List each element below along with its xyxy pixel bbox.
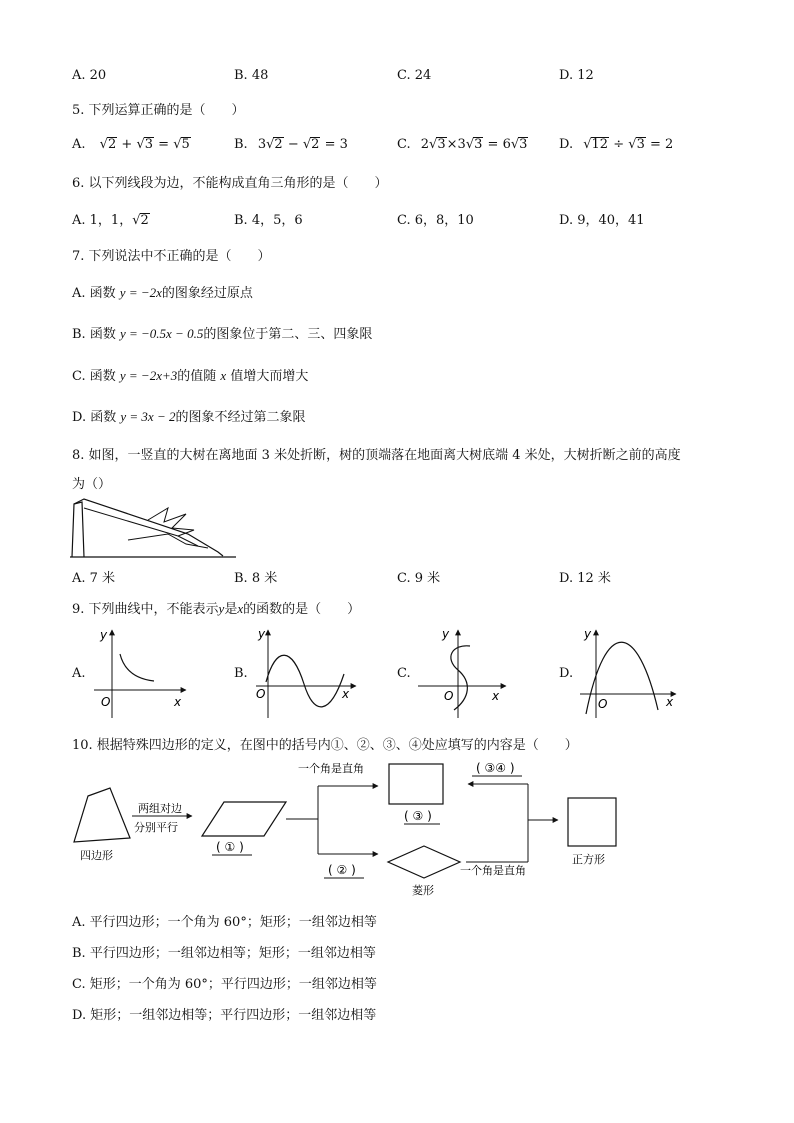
rectangle-shape [389, 764, 443, 804]
q6-option-b[interactable]: B. 4，5，6 [234, 213, 303, 228]
option-letter: C. [397, 137, 411, 152]
coefficient: 6 [502, 137, 511, 152]
option-prefix: A. 函数 [72, 286, 116, 301]
x-axis-label: x [492, 689, 500, 703]
option-text: 值增大而增大 [230, 369, 309, 384]
x-axis-label: x [666, 695, 674, 709]
q8-option-c[interactable]: C. 9 米 [397, 571, 441, 586]
curve-b [266, 655, 344, 707]
arrow-label-top: 两组对边 [138, 802, 182, 815]
parallelogram-shape [202, 802, 286, 836]
radicand: 3 [636, 137, 645, 152]
equation: y = −0.5x − 0.5 [119, 326, 204, 341]
q6-option-a[interactable]: A. 1，1，√2 [72, 213, 149, 228]
q4-option-c[interactable]: C. 24 [397, 68, 432, 83]
result: 2 [665, 137, 674, 152]
q9-option-b-label[interactable]: B. [234, 666, 248, 681]
q5-option-a[interactable]: A. √2 + √3 = √5 [72, 137, 190, 152]
operator: = [487, 137, 499, 152]
tree-trunk [72, 502, 84, 557]
q6-option-d[interactable]: D. 9，40，41 [559, 213, 645, 228]
equation: y = −2x [119, 285, 162, 300]
right-angle-label-bottom: 一个角是直角 [460, 864, 526, 877]
radicand: 3 [437, 137, 446, 152]
coefficient: 3 [457, 137, 466, 152]
option-text: 的图象不经过第二象限 [175, 410, 306, 425]
origin-label: O [598, 697, 608, 711]
q7-option-c[interactable] [72, 365, 308, 384]
q9-graph-a[interactable] [90, 624, 190, 720]
q8-option-b[interactable]: B. 8 米 [234, 571, 278, 586]
curve-d [586, 642, 658, 714]
quadrilateral-label: 四边形 [80, 849, 113, 862]
q10-option-a[interactable]: A. 平行四边形；一个角为 60°；矩形；一组邻边相等 [72, 915, 377, 930]
radicand: 12 [591, 137, 609, 152]
q5-option-d[interactable]: D. √12 ÷ √3 = 2 [559, 137, 674, 152]
fallen-trunk-edge [84, 508, 198, 546]
q8-option-a[interactable]: A. 7 米 [72, 571, 116, 586]
q7-option-b[interactable] [72, 323, 372, 342]
quadrilateral-shape [74, 788, 130, 842]
variable-y: y [218, 601, 225, 616]
q9-graph-b[interactable] [252, 624, 362, 720]
result: 3 [339, 137, 348, 152]
branch-lower [128, 534, 208, 548]
origin-label: O [101, 695, 111, 709]
option-letter: A. [72, 137, 86, 152]
y-axis-label: y [258, 627, 266, 641]
operator: × [446, 137, 458, 152]
radicand: 3 [474, 137, 483, 152]
q7-stem: 7. 下列说法中不正确的是（ ） [72, 249, 271, 264]
q9-option-d-label[interactable]: D. [559, 666, 574, 681]
operator: + [121, 137, 133, 152]
variable-x: x [237, 601, 244, 616]
radicand: 3 [519, 137, 528, 152]
stem-text: 的函数的是（ ） [243, 602, 361, 617]
q6-option-c[interactable]: C. 6，8，10 [397, 213, 474, 228]
q9-graph-c[interactable] [414, 624, 514, 720]
operator: = [649, 137, 661, 152]
q7-option-d[interactable] [72, 406, 305, 425]
stem-text: 是 [224, 602, 238, 617]
stem-text: 9. 下列曲线中，不能表示 [72, 602, 219, 617]
q9-graph-d[interactable] [576, 624, 680, 720]
rhombus-shape [388, 846, 460, 878]
q4-option-b[interactable]: B. 48 [234, 68, 269, 83]
q6-stem: 6. 以下列线段为边，不能构成直角三角形的是（ ） [72, 176, 388, 191]
equation: y = −2x+3 [119, 368, 178, 383]
right-angle-label-top: 一个角是直角 [298, 762, 364, 775]
curve-a [120, 654, 154, 681]
q5-option-c[interactable]: C. 2√3×3√3 = 6√3 [397, 137, 528, 152]
q7-option-a[interactable] [72, 282, 253, 301]
q4-option-d[interactable]: D. 12 [559, 68, 594, 83]
option-text: A. 1，1， [72, 213, 133, 228]
y-axis-label: y [100, 628, 108, 642]
operator: − [287, 137, 299, 152]
q9-option-a-label[interactable]: A. [72, 666, 86, 681]
q10-stem: 10. 根据特殊四边形的定义，在图中的括号内①、②、③、④处应填写的内容是（ ） [72, 738, 578, 753]
coefficient: 3 [257, 137, 267, 152]
operator: = [324, 137, 336, 152]
tree-diagram [68, 494, 240, 562]
option-text: 的图象经过原点 [161, 286, 253, 301]
q4-option-a[interactable]: A. 20 [72, 68, 107, 83]
origin-label: O [256, 687, 266, 701]
q8-stem-line2: 为（） [72, 477, 112, 492]
blank-1: ( ① ) [216, 840, 244, 854]
radicand: 3 [144, 137, 154, 152]
q9-option-c-label[interactable]: C. [397, 666, 411, 681]
q10-option-b[interactable]: B. 平行四边形；一组邻边相等；矩形；一组邻边相等 [72, 946, 376, 961]
quadrilateral-flowchart [68, 758, 628, 900]
option-letter: B. [234, 137, 248, 152]
option-letter: D. [559, 137, 574, 152]
radicand: 2 [311, 137, 320, 152]
coefficient: 2 [420, 137, 430, 152]
radicand: 2 [107, 137, 117, 152]
option-prefix: B. 函数 [72, 327, 116, 342]
arrow-label-bottom: 分别平行 [134, 821, 178, 834]
blank-34: ( ③④ ) [476, 761, 515, 775]
variable: x [220, 368, 227, 383]
rhombus-label: 菱形 [412, 884, 434, 897]
square-label: 正方形 [572, 853, 605, 866]
option-prefix: D. 函数 [72, 410, 117, 425]
blank-2: ( ② ) [328, 863, 356, 877]
option-text: 的值随 [177, 369, 217, 384]
q8-option-d[interactable]: D. 12 米 [559, 571, 611, 586]
square-shape [568, 798, 616, 846]
option-text: 的图象位于第二、三、四象限 [203, 327, 373, 342]
q8-stem-line1: 8. 如图，一竖直的大树在离地面 3 米处折断，树的顶端落在地面离大树底端 4 米处，大树折断之前的高度 [72, 448, 681, 463]
option-prefix: C. 函数 [72, 369, 116, 384]
y-axis-label: y [442, 627, 450, 641]
q10-option-c[interactable]: C. 矩形；一个角为 60°；平行四边形；一组邻边相等 [72, 977, 377, 992]
q5-stem: 5. 下列运算正确的是（ ） [72, 103, 245, 118]
radicand: 2 [140, 213, 149, 228]
blank-3: ( ③ ) [404, 809, 432, 823]
x-axis-label: x [174, 695, 182, 709]
radicand: 5 [181, 137, 190, 152]
operator: ÷ [613, 137, 625, 152]
curve-c [451, 646, 470, 710]
q5-option-b[interactable]: B. 3√2 − √2 = 3 [234, 137, 348, 152]
q9-stem [72, 598, 360, 617]
branch-leaves [148, 508, 194, 536]
radicand: 2 [274, 137, 283, 152]
operator: = [158, 137, 170, 152]
x-axis-label: x [342, 687, 350, 701]
equation: y = 3x − 2 [120, 409, 176, 424]
origin-label: O [444, 689, 454, 703]
y-axis-label: y [584, 627, 592, 641]
q10-option-d[interactable]: D. 矩形；一组邻边相等；平行四边形；一组邻边相等 [72, 1008, 377, 1023]
